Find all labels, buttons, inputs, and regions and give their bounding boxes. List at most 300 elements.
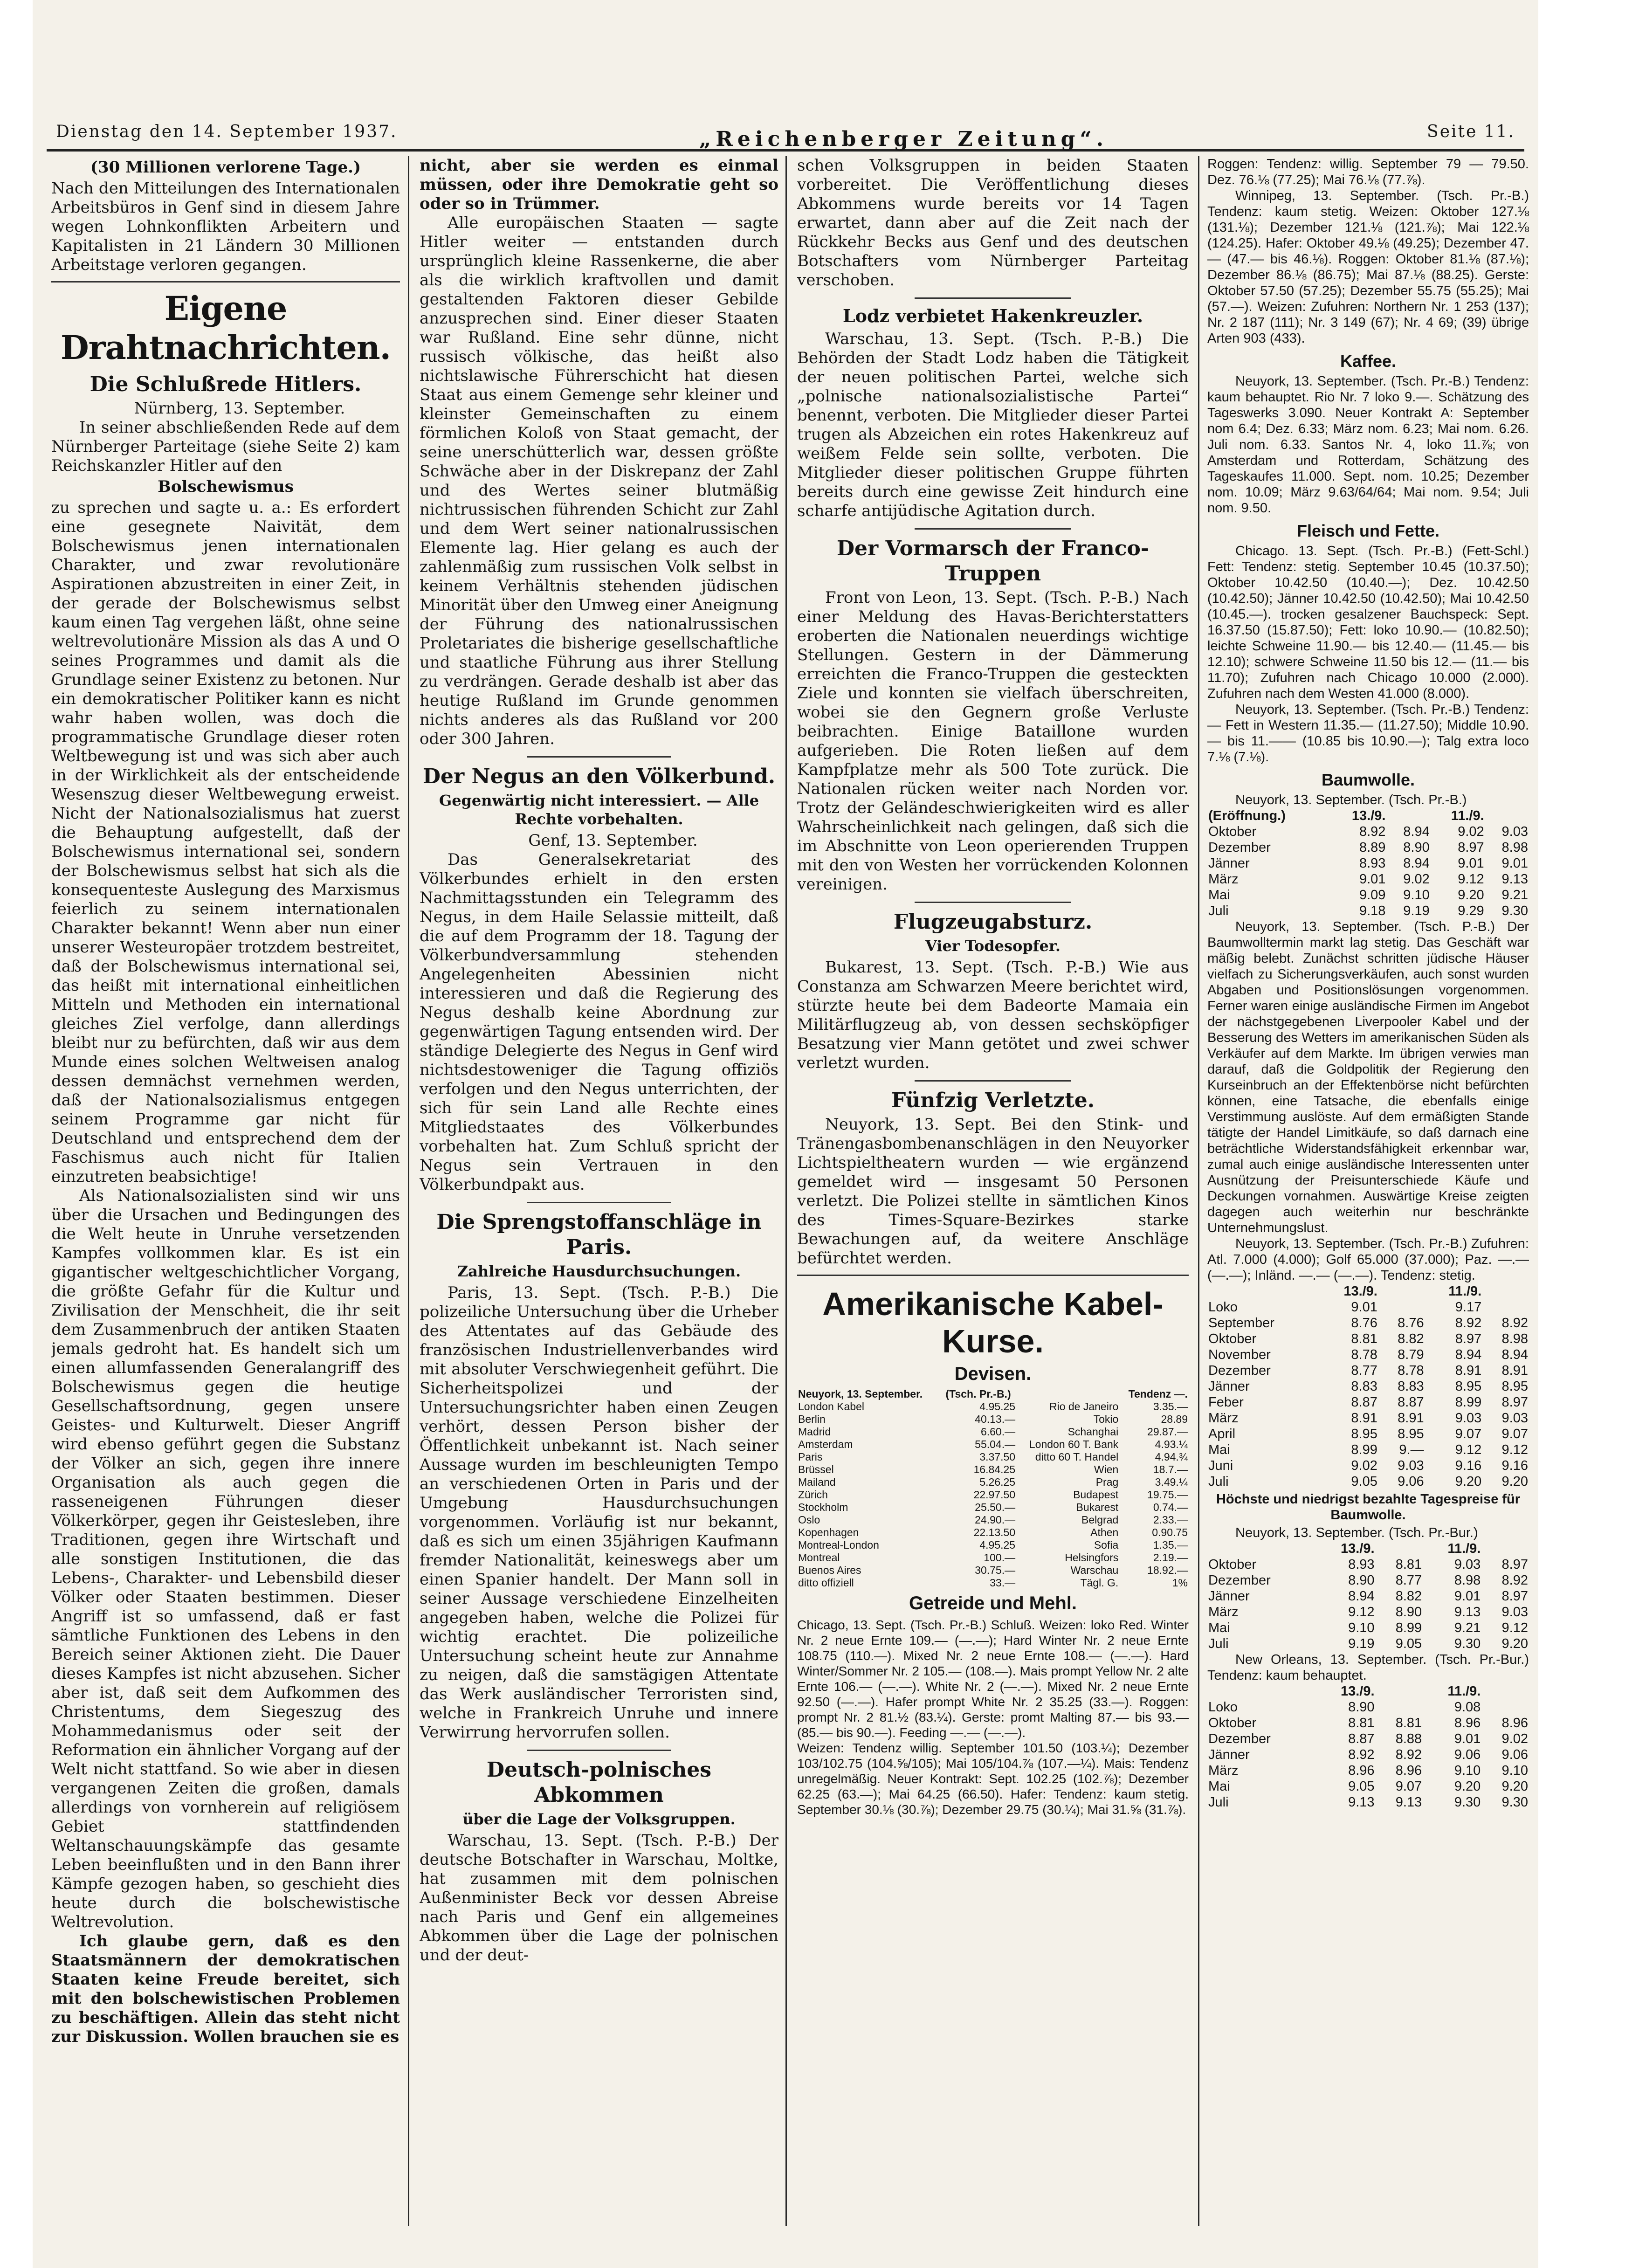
table-cell: März — [1208, 1763, 1239, 1778]
table-cell: 9.13 — [1348, 1795, 1375, 1810]
devisen-row — [797, 1438, 1189, 1451]
table-cell: 4.94.¾ — [1155, 1451, 1188, 1463]
story-headline: Die Sprengstoffanschläge in Paris. — [436, 1210, 762, 1259]
table-cell: 9.01 — [1359, 872, 1386, 887]
table-cell: 8.94 — [1501, 1347, 1528, 1362]
column-header — [1207, 1683, 1315, 1699]
divider — [51, 281, 400, 283]
column-header: 11./9. — [1448, 1284, 1482, 1299]
table-header-row — [1207, 1283, 1529, 1299]
table-cell: Dezember — [1208, 840, 1271, 855]
column-3 — [797, 156, 1189, 2226]
table-cell: 8.98 — [1454, 1573, 1481, 1588]
table-row — [1207, 887, 1529, 903]
table-cell: Oktober — [1208, 1557, 1257, 1572]
table-cell: Dezember — [1208, 1573, 1271, 1588]
table-cell: Prag — [1095, 1476, 1119, 1488]
table-cell: 8.97 — [1501, 1589, 1528, 1604]
table-cell: 9.17 — [1455, 1300, 1482, 1315]
table-cell: 9.19 — [1348, 1636, 1375, 1651]
cotton-table-3 — [1207, 1541, 1529, 1652]
table-cell: 55.04.— — [975, 1438, 1016, 1450]
table-cell: 9.07 — [1455, 1427, 1482, 1441]
table-cell: 8.97 — [1455, 1331, 1482, 1346]
column-header — [1376, 1683, 1423, 1699]
table-cell: Jänner — [1208, 1589, 1250, 1604]
subheading: Bolschewismus — [158, 477, 294, 496]
table-cell: Oktober — [1208, 1716, 1257, 1730]
table-cell: 30.75.— — [975, 1564, 1016, 1576]
table-cell: 8.96 — [1454, 1716, 1481, 1730]
column-header: 11./9. — [1447, 1684, 1481, 1699]
table-cell: April — [1208, 1427, 1236, 1441]
column-header — [1207, 1541, 1315, 1557]
table-cell: Bukarest — [1076, 1501, 1119, 1513]
table-row — [1207, 1715, 1529, 1731]
paragraph: zu sprechen und sagte u. a.: Es erfordert eine gesegnete Naivität, dem Bolschewismus jenen internationalen Charakter, und zwar revolutionäre Aspirationen abzustreiten in einer Zeit, in der gerade der Bolschewismus selbst kaum einen Tag vergehen läßt, ohne seine weltrevolutionäre Mission als das A und O seines Programmes und damit als die Grundlage seiner Existenz zu betonen. Nur ein demokratischer Politiker kann es nicht wahr haben wollen, was doch die programmatische Grundlage dieser roten Weltbewegung ist und was sich aber auch in der Wirklichkeit als der entscheidende Wesenszug dieser Weltbewegung erweist. Nicht der Nationalsozialismus hat zuerst die Behauptung aufgestellt, daß der Bolschewismus international sei, sondern der Bolschewismus selbst hat sich als die konsequenteste Auslegung des Marxismus feierlich zu seinem internationalen Charakter bekannt! Wenn aber nun einer unserer Westeuropäer trotzdem bestreitet, daß der Bolschewismus international sei, das heißt mit international einheitlichen Mitteln und Methoden ein international gleiches Ziel verfolge, dann allerdings bleibt nur zu befürchten, daß wir aus dem Munde eines solchen Weltweisen analog dessen demnächst vernehmen werden, daß der Nationalsozialismus entgegen seinem Programme gar nicht für Deutschland und entsprechend dem der Faschismus auch nicht für Italien einzutreten beabsichtige! — [51, 498, 400, 1186]
table-cell: Loko — [1208, 1300, 1238, 1315]
table-cell: 8.92 — [1501, 1573, 1528, 1588]
table-cell: Juli — [1208, 903, 1229, 918]
table-cell: 9.06 — [1398, 1474, 1424, 1489]
table-cell: 8.82 — [1398, 1331, 1424, 1346]
table-cell: 0.74.— — [1153, 1501, 1188, 1513]
table-cell: 8.77 — [1395, 1573, 1422, 1588]
table-cell: Neuyork, 13. September. — [798, 1388, 923, 1400]
table-cell: Juli — [1208, 1795, 1229, 1810]
table-cell: Montreal-London — [798, 1539, 879, 1551]
table-row — [1207, 824, 1529, 840]
story-headline: Deutsch-polnisches Abkommen — [486, 1758, 712, 1807]
table-cell: Buenos Aires — [798, 1564, 861, 1576]
table-cell: 8.94 — [1403, 824, 1430, 839]
table-cell: 8.76 — [1398, 1316, 1424, 1330]
table-cell: Dezember — [1208, 1363, 1271, 1378]
table-cell: 8.91 — [1501, 1363, 1528, 1378]
table-cell: Juni — [1208, 1458, 1233, 1473]
column-header — [1207, 1283, 1320, 1299]
paragraph: Neuyork, 13. September. (Tsch. Pr.-B.) Zufuhren: Atl. 7.000 (4.000); Golf 65.000 (37.000); Paz. —.— (—.—); Inländ. —.— (—.—). Tendenz: stetig. — [1207, 1236, 1529, 1283]
table-cell — [1481, 1699, 1529, 1715]
table-cell: 5.26.25 — [979, 1476, 1016, 1488]
table-cell: Jänner — [1208, 856, 1250, 871]
table-cell: Stockholm — [798, 1501, 848, 1513]
table-cell: 24.90.— — [975, 1514, 1016, 1526]
table-cell: Kopenhagen — [798, 1526, 859, 1538]
table-cell — [1482, 1299, 1529, 1315]
table-cell: Mai — [1208, 888, 1230, 903]
paragraph: Das Generalsekretariat des Völkerbundes erhielt in den ersten Nachmittagsstunden ein Telegramm des Negus, in dem Haile Selassie mitteilt, daß die auf dem Programm der 18. Tagung der Völkerbundversammlung stehenden Angelegenheiten Abessinien nicht interessieren und daß die Regierung des Negus deshalb keine Abordnung zur gegenwärtigen Tagung entsenden wird. Der ständige Delegierte des Negus in Genf wird nichtsdestoweniger die Tagung offiziös verfolgen und den Negus unterrichten, der sich für sein Land alle Rechte eines Mitgliedstaates des Völkerbundes vorbehalten hat. Zum Schluß spricht der Negus sein Vertrauen in den Völkerbundpakt aus. — [420, 850, 778, 1194]
column-rule — [408, 156, 409, 2226]
market-heading: Amerikanische Kabel- — [822, 1286, 1164, 1322]
paragraph: Chicago, 13. Sept. (Tsch. Pr.-B.) Schluß. Weizen: loko Red. Winter Nr. 2 neue Ernte 109.— (—.—); Hard Winter Nr. 2 neue Ernte 108.75 (110.—). Mixed Nr. 2 neue Ernte 108.— (—.—). Hard Winter/Sommer Nr. 2 105.— (108.—). Mais prompt Yellow Nr. 2 alte Ernte 106.— (—.—). White Nr. 2 (—.—). Mixed Nr. 2 neue Ernte 92.50 (—.—). Hafer prompt White Nr. 2 35.25 (33.—). Roggen: prompt Nr. 2 81.½ (83.¼). Gerste: promt Malting 87.— bis 93.— (85.— bis 90.—). Feeding —.— (—.—). — [797, 1618, 1189, 1740]
table-row — [1207, 1458, 1529, 1474]
paragraph: New Orleans, 13. September. (Tsch. Pr.-Bur.) Tendenz: kaum behauptet. — [1207, 1652, 1529, 1683]
story-headline: Fünfzig Verletzte. — [891, 1089, 1095, 1112]
table-cell: 9.07 — [1395, 1779, 1422, 1794]
paragraph: Weizen: Tendenz willig. September 101.50 (103.¼); Dezember 103/102.75 (104.⅝/105); Mai 105/104.⅞ (107.—¼). Mais: Tendenz unregelmäßig. Neuer Kontrakt: Sept. 102.25 (102.⅞); Dezember 62.25 (63.—); Mai 64.25 (66.50). Hafer: Tendenz: kaum stetig. September 30.⅛ (30.⅞); Dezember 29.75 (30.¼); Mai 31.⅝ (31.⅞). — [797, 1741, 1189, 1817]
devisen-row — [797, 1489, 1189, 1501]
story-headline: Flugzeugabsturz. — [893, 910, 1093, 934]
table-cell: 1.35.— — [1153, 1539, 1188, 1551]
table-row — [1207, 855, 1529, 871]
table-header-row — [1207, 1541, 1529, 1557]
table-cell: 8.96 — [1501, 1716, 1528, 1730]
table-row — [1207, 1331, 1529, 1347]
table-cell: 8.92 — [1348, 1747, 1375, 1762]
table-cell: 9.12 — [1455, 1442, 1482, 1457]
table-cell: 8.76 — [1351, 1316, 1377, 1330]
table-cell: 8.87 — [1351, 1395, 1377, 1410]
column-header — [1485, 808, 1529, 824]
table-cell: 8.81 — [1395, 1716, 1422, 1730]
table-row — [1207, 840, 1529, 855]
column-header: 11./9. — [1447, 1541, 1481, 1556]
table-row — [1207, 1557, 1529, 1572]
paragraph: Ich glaube gern, daß es den Staatsmännern der demokratischen Staaten keine Freude bereitet, sich mit den bolschewistischen Problemen zu beschäftigen. Allein das steht nicht zur Diskussion. Wollen brauchen sie es — [51, 1932, 400, 2046]
table-cell: 9.02 — [1403, 872, 1430, 887]
table-cell: Loko — [1208, 1700, 1238, 1715]
divider — [527, 1750, 671, 1751]
table-cell: 8.97 — [1458, 840, 1484, 855]
table-cell: 33.— — [990, 1577, 1016, 1589]
devisen-row — [797, 1526, 1189, 1539]
devisen-row — [797, 1463, 1189, 1476]
story-subheadline: Vier Todesopfer. — [925, 937, 1061, 955]
table-cell: 9.20 — [1455, 1474, 1482, 1489]
table-cell: 9.03 — [1455, 1411, 1482, 1426]
table-cell: Tägl. G. — [1080, 1577, 1119, 1589]
devisen-row — [797, 1400, 1189, 1413]
table-cell: 9.10 — [1403, 888, 1430, 903]
table-row — [1207, 1394, 1529, 1410]
table-cell: 9.— — [1399, 1442, 1424, 1457]
table-cell: Zürich — [798, 1489, 828, 1501]
table-cell: 9.01 — [1454, 1589, 1481, 1604]
table-cell: 9.01 — [1351, 1300, 1377, 1315]
table-cell: 8.92 — [1395, 1747, 1422, 1762]
divider — [527, 756, 671, 758]
table-row — [1207, 1604, 1529, 1620]
dateline: Nürnberg, 13. September. — [134, 399, 345, 418]
table-cell: 9.20 — [1501, 1636, 1528, 1651]
paragraph: Neuyork, 13. Sept. Bei den Stink- und Tränengasbombenanschlägen in den Neuyorker Lichtspieltheatern wurden — wie ergänzend gemeldet wird — insgesamt 50 Personen verletzt. Die Polizei stellte in sämtlichen Kinos des Times-Square-Bezirkes starke Bewachungen auf, da weitere Anschläge befürchtet werden. — [797, 1115, 1189, 1268]
column-4 — [1207, 156, 1529, 2226]
table-cell: Tendenz —. — [1128, 1388, 1188, 1400]
table-row — [1207, 1315, 1529, 1331]
table-cell: Mai — [1208, 1779, 1230, 1794]
paragraph: Neuyork, 13. September. (Tsch. P.-B.) Der Baumwolltermin markt lag stetig. Das Geschäft war mäßig belebt. Zunächst schritten jüdische Häuser vielfach zu Sicherungsverkäufen, auch sonst wurden Abgaben und Positionslösungen vorgenommen. Ferner waren einige ausländische Firmen im Angebot der nächstgegebenen Liverpooler Kabel und der Besserung des Wetters im amerikanischen Süden als Verkäufer auf dem Markte. Im übrigen verwies man darauf, daß die Goldpolitik der Regierung den Kurseinbruch an der Effektenbörse nicht befürchten können, eine Tatsache, die ebenfalls einige Verstimmung auslöste. Auf dem ermäßigten Stande tätigte der Handel Limitkäufe, so daß darnach eine beträchtliche Widerstandsfähigkeit erkennbar war, zumal auch einige ausländische Interessenten unter Ausnützung der Preisunterschiede Käufe und Deckungen vornahmen. Auswärtige Kreise zeigten dagegen auch weiterhin nur beschränkte Unternehmungslust. — [1207, 919, 1529, 1235]
story-headline: Die Schlußrede Hitlers. — [90, 372, 362, 396]
header-paper-title: „Reichenberger Zeitung“. — [699, 127, 1109, 151]
paragraph: Winnipeg, 13. September. (Tsch. Pr.-B.) Tendenz: kaum stetig. Weizen: Oktober 127.⅛ (131.⅛); Dezember 121.⅛ (121.⅞); Mai 122.⅛ (124.25). Hafer: Oktober 49.⅛ (49.25); Dezember 47.— (47.— bis 46.⅛). Roggen: Oktober 81.⅛ (87.⅛); Dezember 86.⅛ (86.75); Mai 87.⅛ (88.25). Gerste: Oktober 57.50 (57.25); Dezember 55.75 (55.25); Mai (57.—). Weizen: Zufuhren: Northern Nr. 1 253 (137); Nr. 2 187 (111); Nr. 3 149 (67); Nr. 4 69; (39) übrige Arten 903 (433). — [1207, 188, 1529, 346]
table-cell: 9.16 — [1501, 1458, 1528, 1473]
table-cell: 9.03 — [1501, 1605, 1528, 1620]
table-cell: 9.30 — [1454, 1795, 1481, 1810]
table-cell: 8.96 — [1348, 1763, 1375, 1778]
table-cell: 9.06 — [1454, 1747, 1481, 1762]
table-row — [1207, 1442, 1529, 1458]
table-cell: 8.90 — [1403, 840, 1430, 855]
paragraph: Paris, 13. Sept. (Tsch. P.-B.) Die polizeiliche Untersuchung über die Urheber des Attentates auf das Gebäude des französischen Industriellenverbandes wird mit absoluter Verschwiegenheit geführt. Die Sicherheitspolizei und der Untersuchungsrichter haben einen Zeugen verhört, dessen Person bisher der Öffentlichkeit unbekannt ist. Nach seiner Aussage wurden im beschleunigten Tempo an verschiedenen Orten in Paris und der Umgebung Hausdurchsuchungen vorgenommen. Vorläufig ist nur bekannt, daß es sich um einen 35jährigen Kaufmann fremder Nationalität, keineswegs aber um einen Spanier handelt. Der Mann soll in seiner Aussage verschiedene Einzelheiten angegeben haben, welche die Polizei für wichtig erachtet. Die polizeiliche Untersuchung scheint heute zur Annahme zu neigen, daß die samstägigen Attentate das Werk ausländischer Terroristen sind, welche in Frankreich Unruhe und innere Verwirrung hervorrufen sollen. — [420, 1283, 778, 1742]
column-header: 13./9. — [1351, 808, 1386, 823]
page-header — [47, 117, 1524, 152]
table-cell: 8.82 — [1395, 1589, 1422, 1604]
table-cell: Oslo — [798, 1514, 820, 1526]
table-cell: 8.95 — [1501, 1379, 1528, 1394]
table-cell: Paris — [798, 1451, 823, 1463]
table-cell: ditto 60 T. Handel — [1035, 1451, 1119, 1463]
table-row — [1207, 1794, 1529, 1810]
table-cell: London Kabel — [798, 1400, 864, 1413]
table-cell: 8.83 — [1351, 1379, 1377, 1394]
table-cell: Warschau — [1070, 1564, 1119, 1576]
table-cell: 8.94 — [1403, 856, 1430, 871]
column-header: 13./9. — [1343, 1284, 1377, 1299]
devisen-heading: Devisen. — [954, 1364, 1032, 1384]
table-cell: 4.95.25 — [979, 1539, 1016, 1551]
table-cell: 4.93.¼ — [1155, 1438, 1188, 1450]
table-cell: Amsterdam — [798, 1438, 853, 1450]
column-header — [1482, 1283, 1529, 1299]
table-cell: 9.18 — [1359, 903, 1386, 918]
table-row — [1207, 1763, 1529, 1779]
table-cell: 8.99 — [1395, 1620, 1422, 1635]
devisen-row — [797, 1451, 1189, 1463]
table-cell: 8.92 — [1501, 1316, 1528, 1330]
table-cell: 9.01 — [1458, 856, 1484, 871]
paragraph: Neuyork, 13. September. (Tsch. Pr.-B.) Tendenz: kaum behauptet. Rio Nr. 7 loko 9.—. Schätzung des Tageswerks 3.090. Neuer Kontrakt A: September nom 6.4; Dez. 6.33; März nom. 6.23; Mai nom. 6.26. Juli nom. 6.33. Santos Nr. 4, loko 11.⅞; von Amsterdam und Rotterdam, Schätzung des Tageskaufes 11.000. Sept. nom. 10.25; Dezember nom. 10.09; März 9.63/64/64; Mai nom. 9.54; Juli nom. 9.50. — [1207, 374, 1529, 516]
column-header — [1386, 808, 1430, 824]
table-row — [1207, 1474, 1529, 1489]
table-cell: 3.49.¼ — [1155, 1476, 1188, 1488]
table-cell: 9.05 — [1395, 1636, 1422, 1651]
table-cell: 9.20 — [1501, 1474, 1528, 1489]
table-cell: 29.87.— — [1147, 1426, 1188, 1438]
table-row — [1207, 1363, 1529, 1379]
column-2 — [420, 156, 778, 2226]
table-cell: 8.87 — [1348, 1731, 1375, 1746]
table-cell: Dezember — [1208, 1731, 1271, 1746]
table-cell: Oktober — [1208, 1331, 1257, 1346]
table-cell: 8.90 — [1348, 1700, 1375, 1715]
table-cell: 8.92 — [1359, 824, 1386, 839]
baumwolle-heading: Baumwolle. — [1321, 770, 1415, 789]
table-cell: Sofia — [1094, 1539, 1119, 1551]
fleisch-heading: Fleisch und Fette. — [1296, 521, 1440, 540]
table-cell: März — [1208, 1605, 1239, 1620]
table-cell: 9.09 — [1359, 888, 1386, 903]
paragraph: Roggen: Tendenz: willig. September 79 — 79.50. Dez. 76.⅛ (77.25); Mai 76.⅛ (77.⅞). — [1207, 157, 1529, 187]
table-cell: 8.78 — [1351, 1347, 1377, 1362]
table-cell: 8.92 — [1455, 1316, 1482, 1330]
paragraph: Warschau, 13. Sept. (Tsch. P.-B.) Der deutsche Botschafter in Warschau, Moltke, hat zusammen mit dem polnischen Außenminister Beck vor dessen Abreise nach Paris und Genf ein allgemeines Abkommen über die Lage der polnischen und der deut- — [420, 1831, 778, 1965]
market-heading: Kurse. — [942, 1323, 1044, 1359]
column-header — [1481, 1541, 1529, 1557]
table-cell: ditto offiziell — [798, 1577, 854, 1589]
table-cell: 9.20 — [1454, 1779, 1481, 1794]
table-cell: Schanghai — [1067, 1426, 1119, 1438]
table-row — [1207, 1572, 1529, 1588]
table-header-row — [1207, 1683, 1529, 1699]
table-cell: 8.95 — [1455, 1379, 1482, 1394]
kaffee-heading: Kaffee. — [1340, 352, 1397, 371]
table-cell: 8.91 — [1398, 1411, 1424, 1426]
table-cell: 8.90 — [1348, 1573, 1375, 1588]
table-row — [1207, 1747, 1529, 1763]
table-cell: 8.99 — [1351, 1442, 1377, 1457]
table-cell: Berlin — [798, 1413, 826, 1425]
table-row — [1207, 1426, 1529, 1442]
table-cell: 8.95 — [1351, 1427, 1377, 1441]
table-row — [1207, 1588, 1529, 1604]
header-page-number: Seite 11. — [1427, 122, 1515, 141]
dateline: Genf, 13. September. — [528, 831, 698, 850]
table-cell: 9.06 — [1501, 1747, 1528, 1762]
table-cell: Oktober — [1208, 824, 1257, 839]
table-cell: 9.07 — [1501, 1427, 1528, 1441]
table-cell: 2.19.— — [1153, 1551, 1188, 1564]
table-cell: 40.13.— — [975, 1413, 1016, 1425]
story-subheadline: Zahlreiche Hausdurchsuchungen. — [457, 1262, 741, 1280]
section-heading: Eigene Drahtnachrichten. — [60, 289, 391, 367]
table-cell: London 60 T. Bank — [1029, 1438, 1119, 1450]
table-cell: Juli — [1208, 1474, 1229, 1489]
cotton-table-2 — [1207, 1283, 1529, 1489]
table-cell: 8.98 — [1501, 1331, 1528, 1346]
column-header — [1481, 1683, 1529, 1699]
table-cell: 8.88 — [1395, 1731, 1422, 1746]
table-cell: 9.20 — [1501, 1779, 1528, 1794]
table-cell: 9.21 — [1454, 1620, 1481, 1635]
paragraph: Bukarest, 13. Sept. (Tsch. P.-B.) Wie aus Constanza am Schwarzen Meere berichtet wird, stürzte heute bei dem Badeorte Mamaia ein Militärflugzeug ab, von dessen sechsköpfiger Besatzung vier Mann getötet und zwei schwer verletzt wurden. — [797, 958, 1189, 1072]
table-cell: Juli — [1208, 1636, 1229, 1651]
paragraph: Warschau, 13. Sept. (Tsch. P.-B.) Die Behörden der Stadt Lodz haben die Tätigkeit der neuen politischen Partei, welche sich „polnische nationalsozialistische Partei“ benennt, verboten. Die Mitglieder dieser Partei trugen als Abzeichen ein rotes Hakenkreuz auf weißem Felde sein sollte, verboten. Die Mitglieder dieser politischen Gruppe führten bereits durch eine gewisse Zeit hindurch eine scharfe antijüdische Agitation durch. — [797, 330, 1189, 520]
paragraph: In seiner abschließenden Rede auf dem Nürnberger Parteitage (siehe Seite 2) kam Reichskanzler Hitler auf den — [51, 418, 400, 475]
table-cell: 28.89 — [1161, 1413, 1188, 1425]
divider — [915, 1080, 1071, 1082]
table-cell: 18.7.— — [1153, 1463, 1188, 1475]
table-cell: 18.92.— — [1147, 1564, 1188, 1576]
table-cell: 9.19 — [1403, 903, 1430, 918]
table-cell: 8.96 — [1395, 1763, 1422, 1778]
table-row — [1207, 1379, 1529, 1394]
table-cell: 8.95 — [1398, 1427, 1424, 1441]
table-cell: Mai — [1208, 1620, 1230, 1635]
table-cell: 8.89 — [1359, 840, 1386, 855]
table-header-row — [1207, 808, 1529, 824]
table-cell: 8.78 — [1398, 1363, 1424, 1378]
column-header: (Eröffnung.) — [1208, 808, 1286, 823]
table-cell: 9.20 — [1458, 888, 1484, 903]
table-cell: 8.81 — [1351, 1331, 1377, 1346]
paragraph: Alle europäischen Staaten — sagte Hitler weiter — entstanden durch ursprünglich kleine Rassenkerne, die aber als die wirklich kraftvollen und damit gestaltenden Faktoren dieser Gebilde anzusprechen sind. Einer dieser Staaten war Rußland. Eine sehr dünne, nicht russisch völkische, das heißt also nichtslawische Führerschicht hat diesen Staat aus einem Gemenge sehr kleiner und kleinster Gemeinschaften zu einem förmlichen Koloß von Staat gemacht, der seine unerschütterlich war, dessen größte Schwäche aber in der Diskrepanz der Zahl und des Wertes seiner blutmäßig nichtrussischen führenden Schicht zur Zahl und dem Wert seiner nationalrussischen Elemente lag. Hier gelang es auch der zahlenmäßig zum russischen Volk selbst in keinem Verhältnis stehenden jüdischen Minorität über den Umweg einer Aneignung der Führung des nationalrussischen Proletariates die bisherige gesellschaftliche und staatliche Führung aus ihrer Stellung zu verdrängen. Gerade deshalb ist aber das heutige Rußland im Grunde genommen nichts anderes als das Rußland vor 200 oder 300 Jahren. — [420, 214, 778, 748]
table-cell: 9.21 — [1501, 888, 1528, 903]
table-cell: 9.10 — [1348, 1620, 1375, 1635]
devisen-row — [797, 1539, 1189, 1551]
table-row — [1207, 1699, 1529, 1715]
table-cell: März — [1208, 872, 1239, 887]
table-cell: Jänner — [1208, 1747, 1250, 1762]
cotton-table-1 — [1207, 808, 1529, 919]
newspaper-page — [33, 0, 1538, 2268]
table-cell: 0.90.75 — [1152, 1526, 1188, 1538]
divider — [527, 1202, 671, 1203]
table-cell: 9.03 — [1501, 824, 1528, 839]
divider — [797, 1275, 1189, 1276]
table-cell: 9.12 — [1501, 1620, 1528, 1635]
paragraph: schen Volksgruppen in beiden Staaten vorbereitet. Die Veröffentlichung dieses Abkommens wurde bereits vor 14 Tagen erwartet, dann aber auf die Zeit nach der Rückkehr Becks aus Genf und des deutschen Botschafters vom Nürnberger Parteitag verschoben. — [797, 156, 1189, 290]
column-header: 11./9. — [1451, 808, 1484, 823]
table-cell: 8.98 — [1501, 840, 1528, 855]
table-cell: 8.97 — [1501, 1395, 1528, 1410]
story-subheadline: über die Lage der Volksgruppen. — [462, 1810, 736, 1828]
subheading: Höchste und niedrigst bezahlte Tagespreise für Baumwolle. — [1216, 1492, 1521, 1523]
table-cell: Rio de Janeiro — [1049, 1400, 1119, 1413]
paragraph: Front von Leon, 13. Sept. (Tsch. P.-B.) Nach einer Meldung des Havas-Berichterstatters eroberten die Nationalen neuerdings wichtige Stellungen. Gestern in der Dämmerung erreichten die Franco-Truppen die gesteckten Ziele und konnten sie vielfach überschreiten, wobei sie den Gegnern große Verluste beibrachten. Einige Bataillone wurden aufgerieben. Die Roten ließen auf dem Kampfplatze mehr als 500 Tote zurück. Die Nationalen rücken weiter nach Norden vor. Trotz der Geländeschwierigkeiten wird es aller Wahrscheinlichkeit nach gelingen, daß sich die im Abschnitte von Leon operierenden Truppen mit den von Westen her vorrückenden Kolonnen vereinigen. — [797, 588, 1189, 894]
table-cell: 9.30 — [1501, 1795, 1528, 1810]
table-cell: Feber — [1208, 1395, 1244, 1410]
table-cell: 8.93 — [1348, 1557, 1375, 1572]
table-cell: 3.35.— — [1153, 1400, 1188, 1413]
table-cell: 9.01 — [1454, 1731, 1481, 1746]
story-headline: Lodz verbietet Hakenkreuzler. — [842, 305, 1143, 326]
table-cell: Belgrad — [1081, 1514, 1119, 1526]
table-cell: September — [1208, 1316, 1274, 1330]
table-cell: 8.83 — [1398, 1379, 1424, 1394]
table-cell: Mai — [1208, 1442, 1230, 1457]
table-cell: 16.84.25 — [973, 1463, 1016, 1475]
table-cell: 9.30 — [1454, 1636, 1481, 1651]
divider — [915, 528, 1071, 530]
table-row — [1207, 1347, 1529, 1363]
table-cell: 3.37.50 — [979, 1451, 1016, 1463]
devisen-row — [797, 1514, 1189, 1526]
table-cell: 9.03 — [1398, 1458, 1424, 1473]
table-cell: Jänner — [1208, 1379, 1250, 1394]
table-cell: 9.10 — [1501, 1763, 1528, 1778]
table-cell: 9.08 — [1454, 1700, 1481, 1715]
table-cell: Brüssel — [798, 1463, 834, 1475]
story-subheadline: Gegenwärtig nicht interessiert. — Alle Rechte vorbehalten. — [439, 792, 759, 828]
devisen-row — [797, 1501, 1189, 1514]
paragraph: Neuyork, 13. September. (Tsch. Pr.-B.) Tendenz: — Fett in Western 11.35.— (11.27.50); Middle 10.90.— bis 11.—— (10.85 bis 10.90.—); Talg extra loco 7.⅛ (7.⅛). — [1207, 702, 1529, 765]
table-cell: Montreal — [798, 1551, 840, 1564]
table-cell: 9.12 — [1458, 872, 1484, 887]
table-cell: 9.05 — [1348, 1779, 1375, 1794]
devisen-row — [797, 1476, 1189, 1489]
table-row — [1207, 1731, 1529, 1747]
table-cell: (Tsch. Pr.-B.) — [945, 1388, 1011, 1400]
table-cell: 9.02 — [1351, 1458, 1377, 1473]
table-cell: 4.95.25 — [979, 1400, 1016, 1413]
table-cell: 9.05 — [1351, 1474, 1377, 1489]
table-cell: Tokio — [1093, 1413, 1119, 1425]
table-cell: 9.13 — [1501, 872, 1528, 887]
column-header — [1376, 1541, 1423, 1557]
table-row — [1207, 1299, 1529, 1315]
table-cell: 1% — [1172, 1577, 1188, 1589]
header-date: Dienstag den 14. September 1937. — [56, 122, 398, 141]
table-cell: 100.— — [984, 1551, 1016, 1564]
table-cell: Athen — [1090, 1526, 1119, 1538]
table-cell: 19.75.— — [1147, 1489, 1188, 1501]
table-cell: 9.03 — [1501, 1411, 1528, 1426]
table-cell: 9.02 — [1458, 824, 1484, 839]
table-cell: 9.30 — [1501, 903, 1528, 918]
column-1 — [51, 156, 400, 2226]
devisen-table — [797, 1388, 1189, 1589]
